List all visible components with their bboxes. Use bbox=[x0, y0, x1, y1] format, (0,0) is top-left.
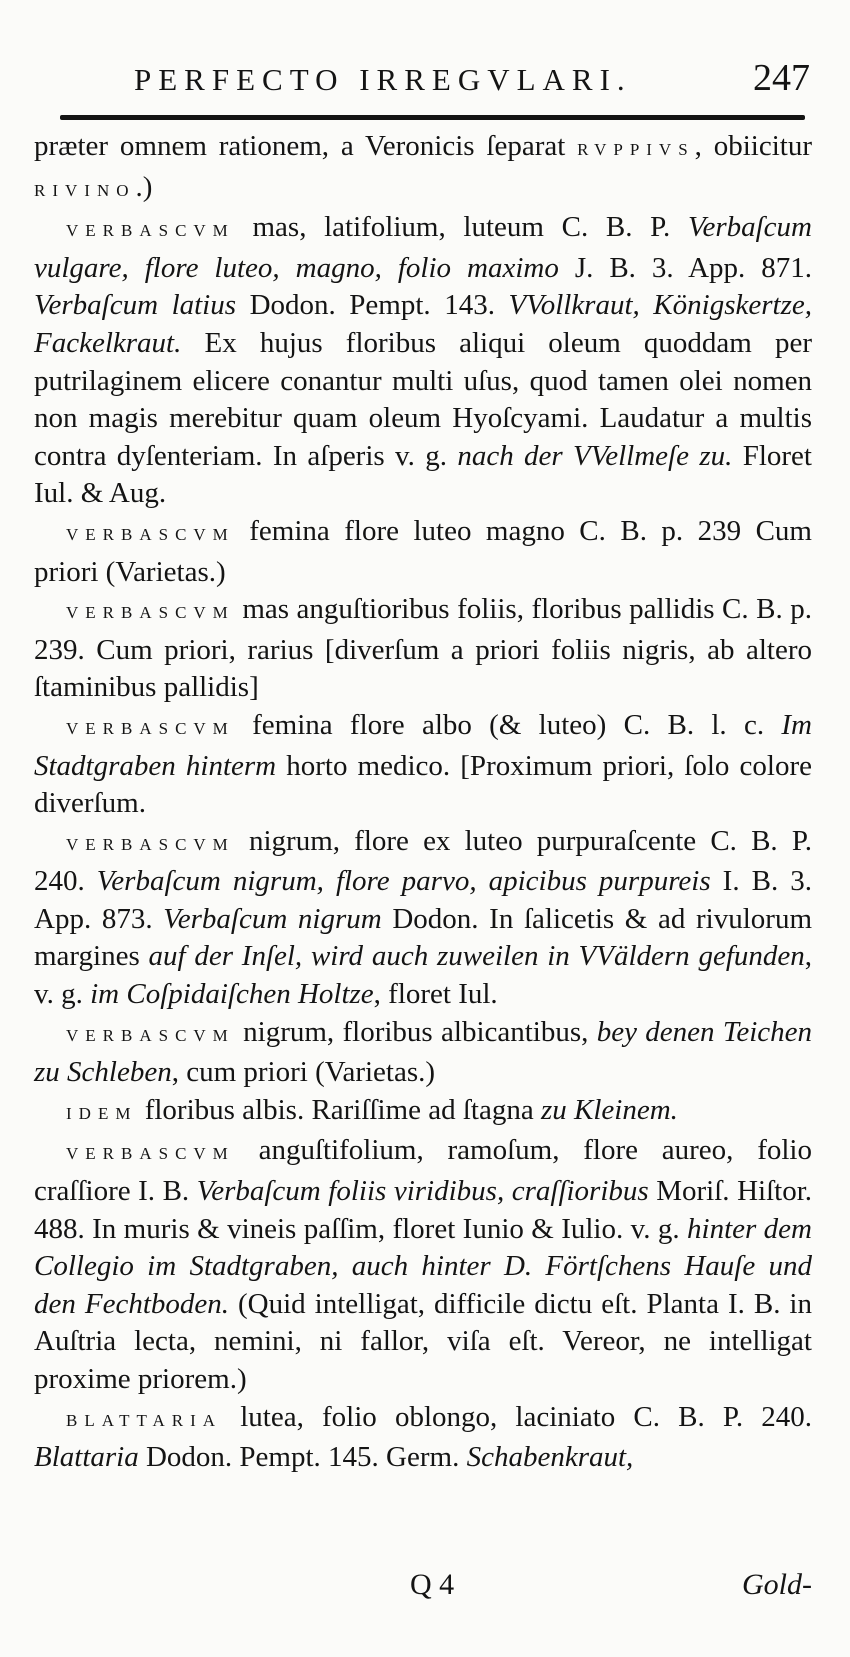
entry-keyword: BLATTARIA bbox=[66, 1410, 223, 1430]
paragraph bbox=[34, 128, 812, 209]
entry-keyword: VERBASCVM bbox=[66, 1025, 235, 1045]
text-segment: mas, latifolium, luteum C. B. P. bbox=[234, 211, 688, 244]
italic-text: Verbaſcum nigrum bbox=[163, 902, 382, 935]
text-segment: lutea, folio oblongo, laciniato C. B. P. 240. bbox=[222, 1400, 812, 1433]
text-segment: J. B. 3. App. 871. bbox=[558, 251, 812, 284]
text-segment: Moriſ. Hiſtor. 488. In muris & vineis paſſim, floret Iunio & Iulio. v. g. bbox=[34, 1175, 813, 1245]
italic-text: VVollkraut, Königskertze, Fackelkraut. bbox=[34, 289, 812, 359]
italic-text: Verbaſcum nigrum, flore parvo, apicibus purpureis bbox=[96, 865, 711, 898]
italic-text: Schabenkraut, bbox=[466, 1441, 634, 1474]
entry-keyword: RVPPIVS bbox=[577, 140, 695, 159]
entry-keyword: VERBASCVM bbox=[66, 718, 235, 738]
italic-text: zu Kleinem. bbox=[540, 1093, 678, 1126]
text-segment: Dodon. Pempt. 145. Germ. bbox=[138, 1441, 467, 1474]
text-segment: I. B. 3. App. 873. bbox=[34, 865, 813, 935]
italic-text: Im Stadtgraben hinterm bbox=[34, 708, 812, 782]
entry-keyword: VERBASCVM bbox=[66, 524, 235, 544]
italic-text: bey denen Teichen zu Schleben bbox=[34, 1015, 813, 1089]
entry-keyword: VERBASCVM bbox=[66, 834, 235, 854]
paragraph bbox=[34, 707, 812, 823]
italic-text: Verbaſcum latius bbox=[34, 289, 237, 322]
running-header bbox=[60, 56, 810, 106]
paragraph bbox=[34, 513, 812, 591]
paragraph bbox=[34, 1092, 812, 1133]
text-segment: Dodon. Pempt. 143. bbox=[236, 289, 509, 322]
entry-keyword: VERBASCVM bbox=[66, 603, 235, 623]
text-segment: mas anguſtioribus foliis, floribus pallidis C. B. p. 239. Cum priori, rarius [diverſum a priori foliis nigris, ab altero ſtaminibus pallidis] bbox=[34, 593, 812, 704]
text-segment: femina flore albo (& luteo) C. B. l. c. bbox=[234, 708, 782, 741]
signature-mark: Q 4 bbox=[410, 1568, 455, 1601]
entry-keyword: VERBASCVM bbox=[66, 221, 235, 241]
italic-text: hinter dem Collegio im Stadtgraben, auch hinter D. Förtſchens Hauſe und den Fechtboden. bbox=[34, 1212, 812, 1320]
italic-text: im Coſpidaiſchen Holtze bbox=[90, 978, 374, 1011]
text-segment: femina flore luteo magno C. B. p. 239 Cum priori (Varietas.) bbox=[34, 514, 812, 588]
text-segment: anguſtifolium, ramoſum, flore aureo, folio craſſiore I. B. bbox=[34, 1134, 812, 1208]
text-segment: nigrum, floribus albicantibus, bbox=[234, 1015, 597, 1048]
text-segment: præter omnem rationem, a Veronicis ſeparat bbox=[34, 130, 578, 162]
paragraph bbox=[34, 591, 812, 707]
page-footer bbox=[34, 1568, 812, 1612]
text-segment: nigrum, flore ex luteo purpuraſcente C. B. P. 240. bbox=[34, 824, 812, 898]
text-segment: Dodon. In ſalicetis & ad rivulorum margines bbox=[34, 902, 812, 973]
text-segment: Floret Iul. & Aug. bbox=[34, 439, 812, 510]
header-rule bbox=[60, 115, 805, 120]
body-text bbox=[34, 128, 812, 1477]
paragraph bbox=[34, 1014, 812, 1092]
text-segment: , obiicitur bbox=[694, 130, 813, 162]
text-segment: , cum priori (Varietas.) bbox=[171, 1056, 436, 1089]
text-segment: Ex hujus floribus aliqui oleum quoddam per putrilaginem elicere conantur multi uſus, quod tamen olei nomen non magis merebitur quam oleum Hyoſcyami. Laudatur a multis contra dyſenteriam. In aſperis v. g. bbox=[34, 326, 812, 472]
entry-keyword: RIVINO bbox=[34, 180, 136, 200]
italic-text: Blattaria bbox=[34, 1441, 139, 1474]
paragraph bbox=[34, 1132, 812, 1398]
text-segment: horto medico. [Proximum priori, ſolo colore diverſum. bbox=[34, 749, 812, 820]
italic-text: Verbaſcum vulgare, flore luteo, magno, folio maximo bbox=[34, 211, 812, 284]
text-segment: , v. g. bbox=[34, 940, 812, 1011]
running-title: PERFECTO IRREGVLARI. bbox=[134, 62, 632, 97]
paragraph bbox=[34, 209, 812, 513]
text-segment: , floret Iul. bbox=[373, 978, 498, 1011]
text-segment: .) bbox=[135, 170, 153, 203]
entry-keyword: IDEM bbox=[66, 1103, 138, 1123]
italic-text: nach der VVellmeſe zu. bbox=[457, 439, 733, 472]
paragraph bbox=[34, 1399, 812, 1477]
entry-keyword: VERBASCVM bbox=[66, 1144, 235, 1164]
italic-text: Verbaſcum foliis viridibus, craſſioribus bbox=[196, 1175, 649, 1208]
page-number: 247 bbox=[753, 57, 810, 99]
italic-text: auf der Inſel, wird auch zuweilen in VVäldern gefunden bbox=[148, 940, 805, 973]
text-segment: (Quid intelligat, difficile dictu eſt. Planta I. B. in Auſtria lecta, nemini, ni fallor, viſa eſt. Vereor, ne intelligat proxime priorem.) bbox=[34, 1287, 812, 1395]
catchword: Gold- bbox=[742, 1568, 812, 1601]
text-segment: floribus albis. Rariſſime ad ſtagna bbox=[137, 1093, 541, 1126]
paragraph bbox=[34, 823, 812, 1014]
